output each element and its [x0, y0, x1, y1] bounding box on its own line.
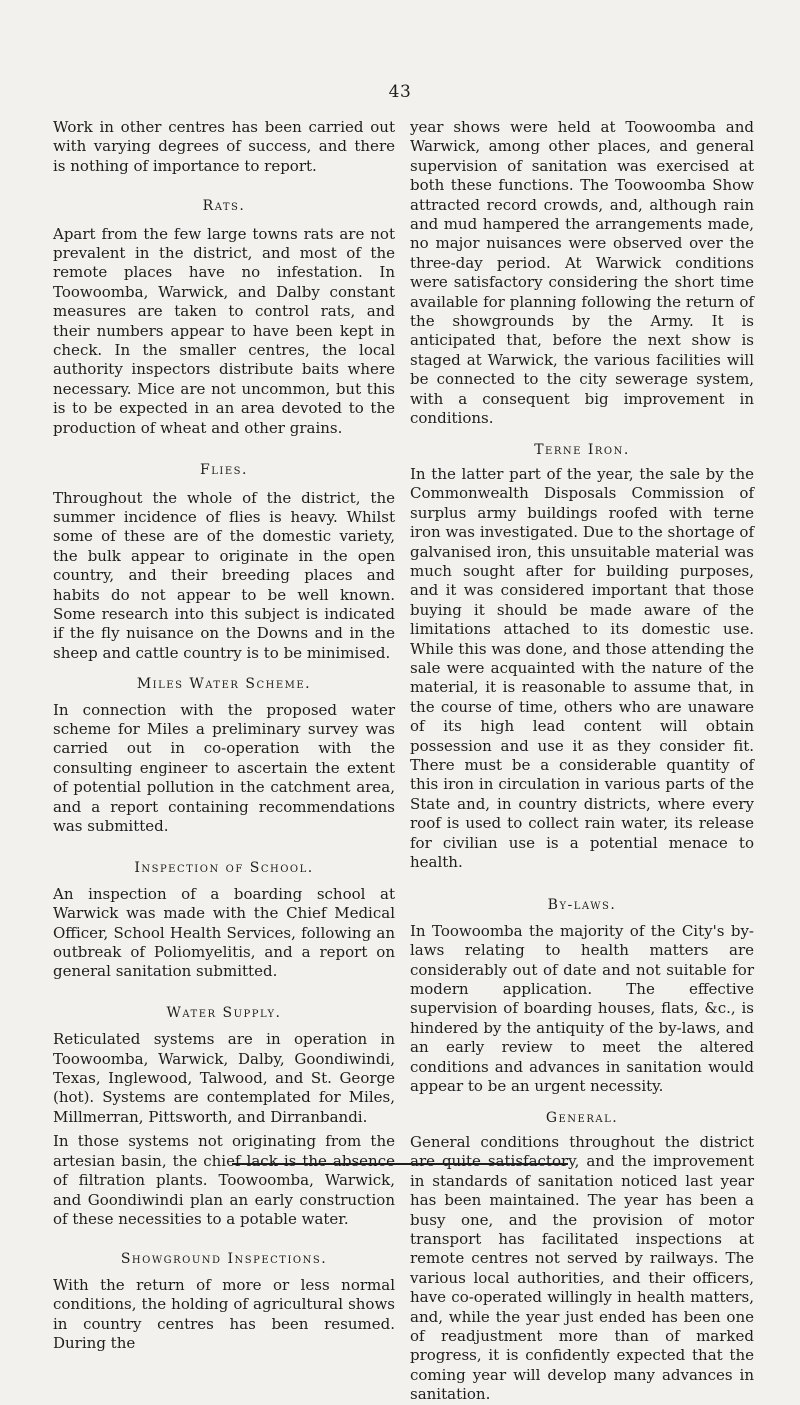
inspection-school-paragraph: An inspection of a boarding school at Warwick was made with the Chief Medical Officer, School Health Services, following an outbreak of Poliomyelitis, and a report on general sanitation submitted.: [53, 884, 395, 981]
inspection-school-heading: Inspection of School.: [134, 860, 314, 877]
water-supply-paragraph-1: Reticulated systems are in operation in Toowoomba, Warwick, Dalby, Goondiwindi, Texas, Inglewood, Talwood, and St. George (hot). Systems are contemplated for Miles, Millmerran, Pittsworth, and Dirranbandi.: [53, 1030, 395, 1126]
by-laws-paragraph: In Toowoomba the majority of the City's by-laws relating to health matters are considerably out of date and not suitable for modern application. The effective supervision of boarding houses, flats, &c., is hindered by the antiquity of the by-laws, and an early review to meet the altered conditions and advances in sanitation would appear to be an urgent necessity.: [410, 921, 754, 1096]
page-number: 43: [388, 82, 412, 102]
showground-continued-paragraph: year shows were held at Toowoomba and Warwick, among other places, and general supervision of sanitation was exercised at both these functions. The Toowoomba Show attracted record crowds, and, although rain and mud hampered the arrangements made, no major nuisances were observed over the three-day period. At Warwick conditions were satisfactory considering the short time available for planning following the return of the showgrounds by the Army. It is anticipated that, before the next show is staged at Warwick, the various facilities will be connected to the city sewerage system, with a consequent big improvement in conditions.: [410, 118, 754, 428]
rats-paragraph: Apart from the few large towns rats are not prevalent in the district, and most of the remote places have no infestation. In Toowoomba, Warwick, and Dalby constant measures are taken to control rats, and their numbers appear to have been kept in check. In the smaller centres, the local authority inspectors distribute baits where necessary. Mice are not uncommon, but this is to be expected in an area devoted to the production of wheat and other grains.: [53, 224, 395, 437]
intro-paragraph: Work in other centres has been carried out with varying degrees of success, and there is nothing of importance to report.: [53, 118, 395, 175]
flies-heading: Flies.: [200, 462, 248, 479]
flies-paragraph: Throughout the whole of the district, the summer incidence of flies is heavy. Whilst some of these are of the domestic variety, the bulk appear to originate in the open country, and their breeding places and habits do not appear to be well known. Some research into this subject is indicated if the fly nuisance on the Downs and in the sheep and cattle country is to be minimised.: [53, 488, 395, 662]
general-paragraph: General conditions throughout the district are quite satisfactory, and the improvement in standards of sanitation noticed last year has been maintained. The year has been a busy one, and the provision of motor transport has facilitated inspections at remote centres not served by railways. The various local authorities, and their officers, have co-operated willingly in health matters, and, while the year just ended has been one of readjustment more than of marked progress, it is confidently expected that the coming year will develop many advances in sanitation.: [410, 1132, 754, 1404]
water-supply-heading: Water Supply.: [166, 1004, 282, 1021]
rats-heading: Rats.: [202, 198, 246, 215]
showground-paragraph: With the return of more or less normal conditions, the holding of agricultural shows in country centres has been resumed. During the: [53, 1275, 395, 1352]
right-column: [410, 118, 754, 1405]
showground-heading: Showground Inspections.: [120, 1251, 328, 1268]
by-laws-heading: By-laws.: [547, 897, 617, 914]
miles-water-paragraph: In connection with the proposed water scheme for Miles a preliminary survey was carried out in co-operation with the consulting engineer to ascertain the extent of potential pollution in the catchment area, and a report containing recommendations was submitted.: [53, 700, 395, 835]
water-supply-paragraph-2: In those systems not originating from the artesian basin, the chief lack is the absence of filtration plants. Toowoomba, Warwick, and Goondiwindi plan an early construction of these necessities to a potable water.: [53, 1132, 395, 1228]
miles-water-heading: Miles Water Scheme.: [136, 676, 312, 693]
terne-iron-heading: Terne Iron.: [534, 441, 630, 458]
bottom-rule: [232, 1163, 568, 1165]
terne-iron-paragraph: In the latter part of the year, the sale by the Commonwealth Disposals Commission of surplus army buildings roofed with terne iron was investigated. Due to the shortage of galvanised iron, this unsuitable material was much sought after for building purposes, and it was considered important that those buying it should be made aware of the limitations attached to its domestic use. While this was done, and those attending the sale were acquainted with the nature of the material, it is reasonable to assume that, in the course of time, others who are unaware of its high lead content will obtain possession and use it as they consider fit. There must be a considerable quantity of this iron in circulation in various parts of the State and, in country districts, where every roof is used to collect rain water, its release for civilian use is a potential menace to health.: [410, 464, 754, 872]
general-heading: General.: [545, 1109, 619, 1126]
left-column: [53, 118, 395, 1353]
